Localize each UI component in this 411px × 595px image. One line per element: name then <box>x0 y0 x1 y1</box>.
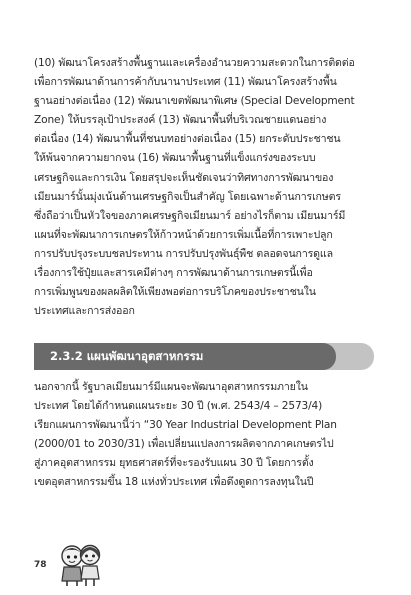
text-line: แผนที่จะพัฒนาการเกษตรให้ก้าวหน้าด้วยการเพิ่มเนื้อที่การเพาะปลูก <box>34 228 333 241</box>
text-line: ฐานอย่างต่อเนื่อง (12) พัฒนาเขตพัฒนาพิเศษ (Special Development <box>34 95 355 108</box>
text-line: (10) พัฒนาโครงสร้างพื้นฐานและเครื่องอำนวยความสะดวกในการติดต่อ <box>34 57 355 69</box>
page-number: 78 <box>34 560 47 570</box>
text-line: การเพิ่มพูนของผลผลิตให้เพียงพอต่อการบริโภคของประชาชนใน <box>34 286 316 299</box>
text-line: ประเทศ โดยได้กำหนดแผนระยะ 30 ปี (พ.ศ. 2543/4 – 2573/4) <box>34 400 323 413</box>
body-paragraph-2 <box>34 378 337 493</box>
text-line: เมียนมาร์นั้นมุ่งเน้นด้านเศรษฐกิจเป็นสำคัญ โดยเฉพาะด้านการเกษตร <box>34 190 341 203</box>
text-line: เรื่องการใช้ปุ๋ยและสารเคมีต่างๆ การพัฒนาด้านการเกษตรนี้เพื่อ <box>34 267 313 280</box>
body-paragraph-1 <box>34 54 355 321</box>
text-line: ให้พ้นจากความยากจน (16) พัฒนาพื้นฐานที่แข็งแกร่งของระบบ <box>34 152 316 165</box>
section-heading: 2.3.2 แผนพัฒนาอุตสาหกรรม <box>34 343 336 370</box>
section-banner <box>34 343 374 370</box>
text-line: ประเทศและการส่งออก <box>34 305 135 318</box>
cartoon-mascots-icon <box>56 541 104 587</box>
text-line: เพื่อการพัฒนาด้านการค้ากับนานาประเทศ (11) พัฒนาโครงสร้างพื้น <box>34 76 337 89</box>
text-line: เศรษฐกิจและการเงิน โดยสรุปจะเห็นชัดเจนว่าทิศทางการพัฒนาของ <box>34 171 334 184</box>
text-line: นอกจากนี้ รัฐบาลเมียนมาร์มีแผนจะพัฒนาอุตสาหกรรมภายใน <box>34 381 308 393</box>
text-line: ซึ่งถือว่าเป็นหัวใจของภาคเศรษฐกิจเมียนมาร์ อย่างไรก็ตาม เมียนมาร์มี <box>34 209 346 222</box>
text-line: การปรับปรุงระบบชลประทาน การปรับปรุงพันธุ์พืช ตลอดจนการดูแล <box>34 247 333 260</box>
text-line: (2000/01 to 2030/31) เพื่อเปลี่ยนแปลงการผลิตจากภาคเกษตรไป <box>34 438 334 451</box>
text-line: Zone) ให้บรรลุเป้าประสงค์ (13) พัฒนาพื้นที่บริเวณชายแดนอย่าง <box>34 114 327 127</box>
text-line: เรียกแผนการพัฒนานี้ว่า “30 Year Industrial Development Plan <box>34 419 337 432</box>
text-line: สู่ภาคอุตสาหกรรม ยุทธศาสตร์ที่จะรองรับแผน 30 ปี โดยการตั้ง <box>34 457 314 470</box>
text-line: ต่อเนื่อง (14) พัฒนาพื้นที่ชนบทอย่างต่อเนื่อง (15) ยกระดับประชาชน <box>34 133 341 146</box>
text-line: เขตอุตสาหกรรมขึ้น 18 แห่งทั่วประเทศ เพื่อดึงดูดการลงทุนในปี <box>34 476 314 489</box>
